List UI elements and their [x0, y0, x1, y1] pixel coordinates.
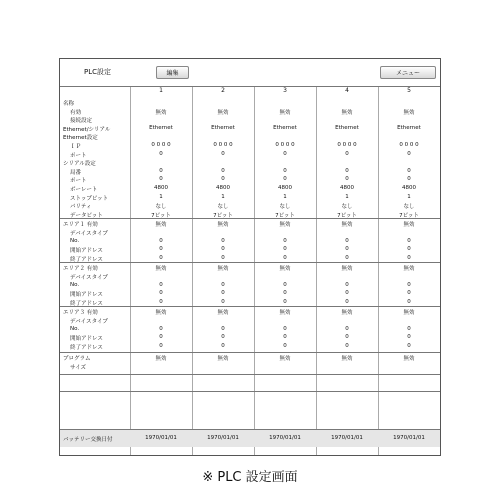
- cell-value: 0: [283, 246, 287, 253]
- cell-value: Ethernet: [211, 124, 235, 131]
- cell-value: Ethernet: [335, 124, 359, 131]
- cell-value: 0: [221, 176, 225, 183]
- column-header-5: 5: [407, 87, 411, 94]
- cell-value: 無効: [279, 356, 291, 363]
- row-label: デバイスタイプ: [70, 231, 108, 237]
- cell-value: 0: [283, 298, 287, 305]
- row-label: Ethernet/シリアル: [63, 126, 111, 133]
- cell-value: なし: [341, 204, 353, 211]
- cell-value: 0: [407, 334, 411, 341]
- column-header-4: 4: [345, 87, 349, 94]
- cell-value: 0: [159, 237, 163, 244]
- cell-value: 0: [283, 176, 287, 183]
- row-label: デバイスタイプ: [70, 319, 108, 325]
- row-label: No.: [70, 237, 80, 244]
- cell-value: 0: [407, 342, 411, 349]
- row-label: ボーレート: [70, 187, 98, 193]
- section-divider: [60, 306, 440, 307]
- cell-value: 0: [407, 254, 411, 261]
- cell-value: 0: [221, 167, 225, 174]
- cell-value: 無効: [341, 266, 353, 273]
- cell-value: 4800: [278, 185, 292, 191]
- panel-title: PLC設定: [84, 68, 112, 76]
- cell-value: 無効: [341, 109, 353, 116]
- section-divider: [60, 262, 440, 263]
- battery-date: 1970/01/01: [393, 435, 425, 441]
- column-header-3: 3: [283, 87, 287, 94]
- cell-value: 0: [159, 342, 163, 349]
- cell-value: 1: [159, 193, 163, 200]
- row-label: プログラム: [63, 356, 91, 363]
- cell-value: 0: [407, 246, 411, 253]
- row-label: サイズ: [70, 365, 87, 371]
- cell-value: 0: [345, 290, 349, 297]
- section-divider: [60, 391, 440, 392]
- cell-value: 0: [407, 176, 411, 183]
- cell-value: なし: [217, 204, 229, 211]
- battery-date: 1970/01/01: [331, 435, 363, 441]
- cell-value: 1: [221, 193, 225, 200]
- cell-value: 0: [159, 290, 163, 297]
- cell-value: 0: [283, 334, 287, 341]
- row-label: エリア３ 有効: [63, 310, 98, 317]
- cell-value: 0: [345, 342, 349, 349]
- cell-value: 0: [345, 246, 349, 253]
- cell-value: Ethernet: [273, 124, 297, 131]
- section-divider: [60, 374, 440, 375]
- cell-value: 無効: [341, 356, 353, 363]
- cell-value: 0: [407, 298, 411, 305]
- cell-value: 0: [407, 281, 411, 288]
- section-divider: [60, 352, 440, 353]
- cell-value: 1: [407, 193, 411, 200]
- cell-value: なし: [403, 204, 415, 211]
- cell-value: 0: [283, 150, 287, 157]
- cell-value: 4800: [402, 185, 416, 191]
- plc-settings-panel: [59, 58, 441, 456]
- row-label: デバイスタイプ: [70, 275, 108, 281]
- battery-date: 1970/01/01: [145, 435, 177, 441]
- cell-value: 0: [345, 167, 349, 174]
- cell-value: 0: [221, 150, 225, 157]
- row-label: 開始アドレス: [70, 248, 103, 255]
- cell-value: 無効: [217, 310, 229, 317]
- cell-value: 0 0 0 0: [337, 142, 357, 148]
- column-header-2: 2: [221, 87, 225, 94]
- cell-value: 無効: [403, 222, 415, 229]
- cell-value: 無効: [155, 222, 167, 229]
- row-label: 終了アドレス: [70, 344, 103, 351]
- cell-value: 4800: [216, 185, 230, 191]
- row-label: 有効: [70, 109, 82, 116]
- cell-value: 0: [345, 334, 349, 341]
- cell-value: 7ビット: [275, 212, 295, 219]
- cell-value: 0: [221, 325, 225, 332]
- cell-value: 無効: [279, 266, 291, 273]
- row-label: No.: [70, 325, 80, 332]
- row-label: ポート: [70, 178, 87, 185]
- cell-value: 0: [221, 298, 225, 305]
- row-label: 名称: [63, 101, 75, 107]
- cell-value: 7ビット: [213, 212, 233, 219]
- cell-value: 無効: [155, 356, 167, 363]
- row-label: 終了アドレス: [70, 256, 103, 263]
- cell-value: Ethernet: [397, 124, 421, 131]
- cell-value: 0: [345, 254, 349, 261]
- cell-value: 0: [159, 246, 163, 253]
- cell-value: 0: [221, 246, 225, 253]
- cell-value: 無効: [155, 109, 167, 116]
- row-label: ストップビット: [70, 195, 109, 202]
- cell-value: 0: [221, 254, 225, 261]
- cell-value: 0: [345, 281, 349, 288]
- battery-date: 1970/01/01: [207, 435, 239, 441]
- cell-value: 無効: [403, 109, 415, 116]
- row-label: ＩＰ: [70, 144, 82, 150]
- cell-value: 7ビット: [151, 212, 171, 219]
- cell-value: 0: [159, 281, 163, 288]
- cell-value: 0: [407, 290, 411, 297]
- cell-value: 0: [345, 150, 349, 157]
- cell-value: 0: [221, 290, 225, 297]
- cell-value: 0: [221, 237, 225, 244]
- row-label: 開始アドレス: [70, 292, 103, 299]
- cell-value: 0: [345, 237, 349, 244]
- cell-value: 0: [221, 334, 225, 341]
- row-label: 開始アドレス: [70, 336, 103, 343]
- cell-value: 1: [283, 193, 287, 200]
- cell-value: Ethernet: [149, 124, 173, 131]
- cell-value: 0: [407, 150, 411, 157]
- cell-value: 0: [283, 325, 287, 332]
- cell-value: 無効: [341, 222, 353, 229]
- cell-value: なし: [155, 204, 167, 211]
- battery-date: 1970/01/01: [269, 435, 301, 441]
- cell-value: 1: [345, 193, 349, 200]
- cell-value: 0: [345, 325, 349, 332]
- row-label: No.: [70, 281, 80, 288]
- cell-value: 無効: [341, 310, 353, 317]
- row-label: シリアル設定: [63, 161, 96, 168]
- menu-button[interactable]: メニュー: [380, 66, 436, 79]
- cell-value: 無効: [217, 222, 229, 229]
- cell-value: 0: [283, 281, 287, 288]
- cell-value: 0: [221, 342, 225, 349]
- cell-value: 0 0 0 0: [399, 142, 419, 148]
- cell-value: 0: [283, 167, 287, 174]
- cell-value: 無効: [403, 310, 415, 317]
- cell-value: 無効: [155, 266, 167, 273]
- cell-value: 0: [283, 254, 287, 261]
- cell-value: 0: [407, 325, 411, 332]
- edit-button[interactable]: 編集: [156, 66, 189, 79]
- row-label-battery: バッテリー交換日付: [63, 437, 113, 443]
- row-label: エリア１ 有効: [63, 222, 98, 229]
- row-label: パリティ: [70, 204, 92, 211]
- cell-value: 0: [159, 150, 163, 157]
- cell-value: 7ビット: [337, 212, 357, 219]
- cell-value: 0: [283, 237, 287, 244]
- row-label: 終了アドレス: [70, 300, 103, 307]
- cell-value: 0: [407, 237, 411, 244]
- cell-value: 無効: [279, 222, 291, 229]
- cell-value: 無効: [279, 109, 291, 116]
- cell-value: なし: [279, 204, 291, 211]
- cell-value: 0: [159, 176, 163, 183]
- cell-value: 0: [159, 334, 163, 341]
- cell-value: 0: [159, 298, 163, 305]
- cell-value: 4800: [154, 185, 168, 191]
- cell-value: 0: [345, 298, 349, 305]
- cell-value: 0 0 0 0: [151, 142, 171, 148]
- cell-value: 0: [283, 342, 287, 349]
- cell-value: 無効: [155, 310, 167, 317]
- column-header-1: 1: [159, 87, 163, 94]
- section-divider: [60, 218, 440, 219]
- cell-value: 4800: [340, 185, 354, 191]
- row-label: Ethernet設定: [63, 135, 98, 142]
- cell-value: 0: [283, 290, 287, 297]
- caption: ※ PLC 設定画面: [202, 470, 298, 485]
- cell-value: 無効: [403, 266, 415, 273]
- row-label: エリア２ 有効: [63, 266, 98, 273]
- cell-value: 無効: [217, 109, 229, 116]
- cell-value: 無効: [403, 356, 415, 363]
- cell-value: 0 0 0 0: [213, 142, 233, 148]
- cell-value: 0: [159, 325, 163, 332]
- row-label: データビット: [70, 212, 103, 219]
- row-label: 局番: [70, 169, 82, 176]
- cell-value: 0: [159, 254, 163, 261]
- cell-value: 無効: [217, 356, 229, 363]
- cell-value: 0: [407, 167, 411, 174]
- row-label: ポート: [70, 152, 87, 159]
- cell-value: 0: [345, 176, 349, 183]
- cell-value: 無効: [279, 310, 291, 317]
- cell-value: 0: [159, 167, 163, 174]
- cell-value: 0: [221, 281, 225, 288]
- cell-value: 7ビット: [399, 212, 419, 219]
- cell-value: 無効: [217, 266, 229, 273]
- row-label: 接続設定: [70, 118, 93, 125]
- cell-value: 0 0 0 0: [275, 142, 295, 148]
